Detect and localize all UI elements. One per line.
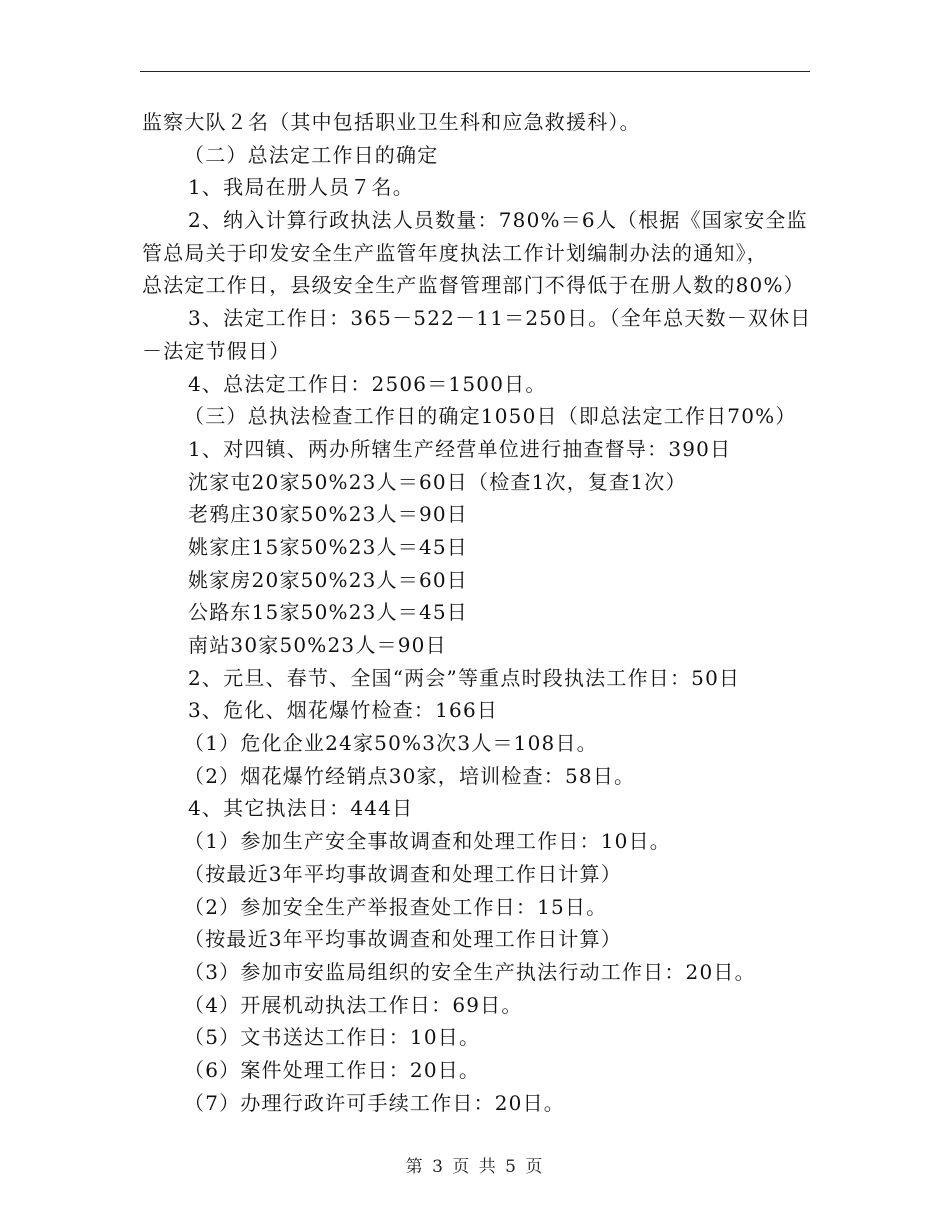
list-item: 1、对四镇、两办所辖生产经营单位进行抽查督导：390日 — [188, 436, 732, 461]
note-line: （按最近3年平均事故调查和处理工作日计算） — [184, 927, 622, 952]
paragraph-line: 总法定工作日，县级安全生产监督管理部门不得低于在册人数的80%） — [142, 273, 805, 298]
note-line: （按最近3年平均事故调查和处理工作日计算） — [184, 861, 622, 886]
list-item: 3、法定工作日：365－522－11＝250日。（全年总天数－双休日 — [188, 306, 812, 331]
list-item: （7）办理行政许可手续工作日：20日。 — [184, 1090, 565, 1115]
list-item: 4、其它执法日：444日 — [188, 796, 414, 821]
paragraph-line: 监察大队２名（其中包括职业卫生科和应急救援科）。 — [142, 110, 641, 134]
header-rule — [140, 71, 810, 72]
list-item: 南站30家50%23人＝90日 — [188, 633, 447, 657]
list-item: （1）参加生产安全事故调查和处理工作日：10日。 — [184, 829, 671, 854]
list-item: （5）文书送达工作日：10日。 — [184, 1025, 481, 1050]
list-item: 姚家庄15家50%23人＝45日 — [188, 534, 469, 559]
list-item: （3）参加市安监局组织的安全生产执法行动工作日：20日。 — [184, 959, 756, 984]
list-item: （6）案件处理工作日：20日。 — [184, 1057, 481, 1082]
paragraph-line: －法定节假日） — [142, 338, 291, 363]
page-number: 第 3 页 共 5 页 — [405, 1157, 545, 1177]
list-item: 沈家屯20家50%23人＝60日（检查1次，复查1次） — [188, 469, 687, 494]
list-item: 老鸦庄30家50%23人＝90日 — [188, 502, 469, 527]
list-item: （2）烟花爆竹经销点30家，培训检查：58日。 — [184, 763, 636, 788]
list-item: 3、危化、烟花爆竹检查：166日 — [188, 698, 499, 723]
list-item: （2）参加安全生产举报查处工作日：15日。 — [184, 894, 608, 919]
list-item: 2、元旦、春节、全国“两会”等重点时段执法工作日：50日 — [188, 665, 741, 690]
list-item: 姚家房20家50%23人＝60日 — [188, 567, 469, 592]
section-heading: （二）总法定工作日的确定 — [184, 142, 439, 167]
list-item: （1）危化企业24家50%3次3人＝108日。 — [184, 731, 598, 756]
list-item: 4、总法定工作日：2506＝1500日。 — [188, 371, 547, 396]
section-heading: （三）总执法检查工作日的确定1050日（即总法定工作日70%） — [184, 404, 797, 429]
list-item: 公路东15家50%23人＝45日 — [188, 600, 469, 625]
list-item: （4）开展机动执法工作日：69日。 — [184, 992, 523, 1017]
paragraph-line: 管总局关于印发安全生产监管年度执法工作计划编制办法的通知》， — [142, 240, 768, 265]
list-item: 1、我局在册人员７名。 — [188, 175, 414, 200]
document-body — [142, 106, 822, 1119]
list-item: 2、纳入计算行政执法人员数量：780%＝6人（根据《国家安全监 — [188, 208, 808, 233]
